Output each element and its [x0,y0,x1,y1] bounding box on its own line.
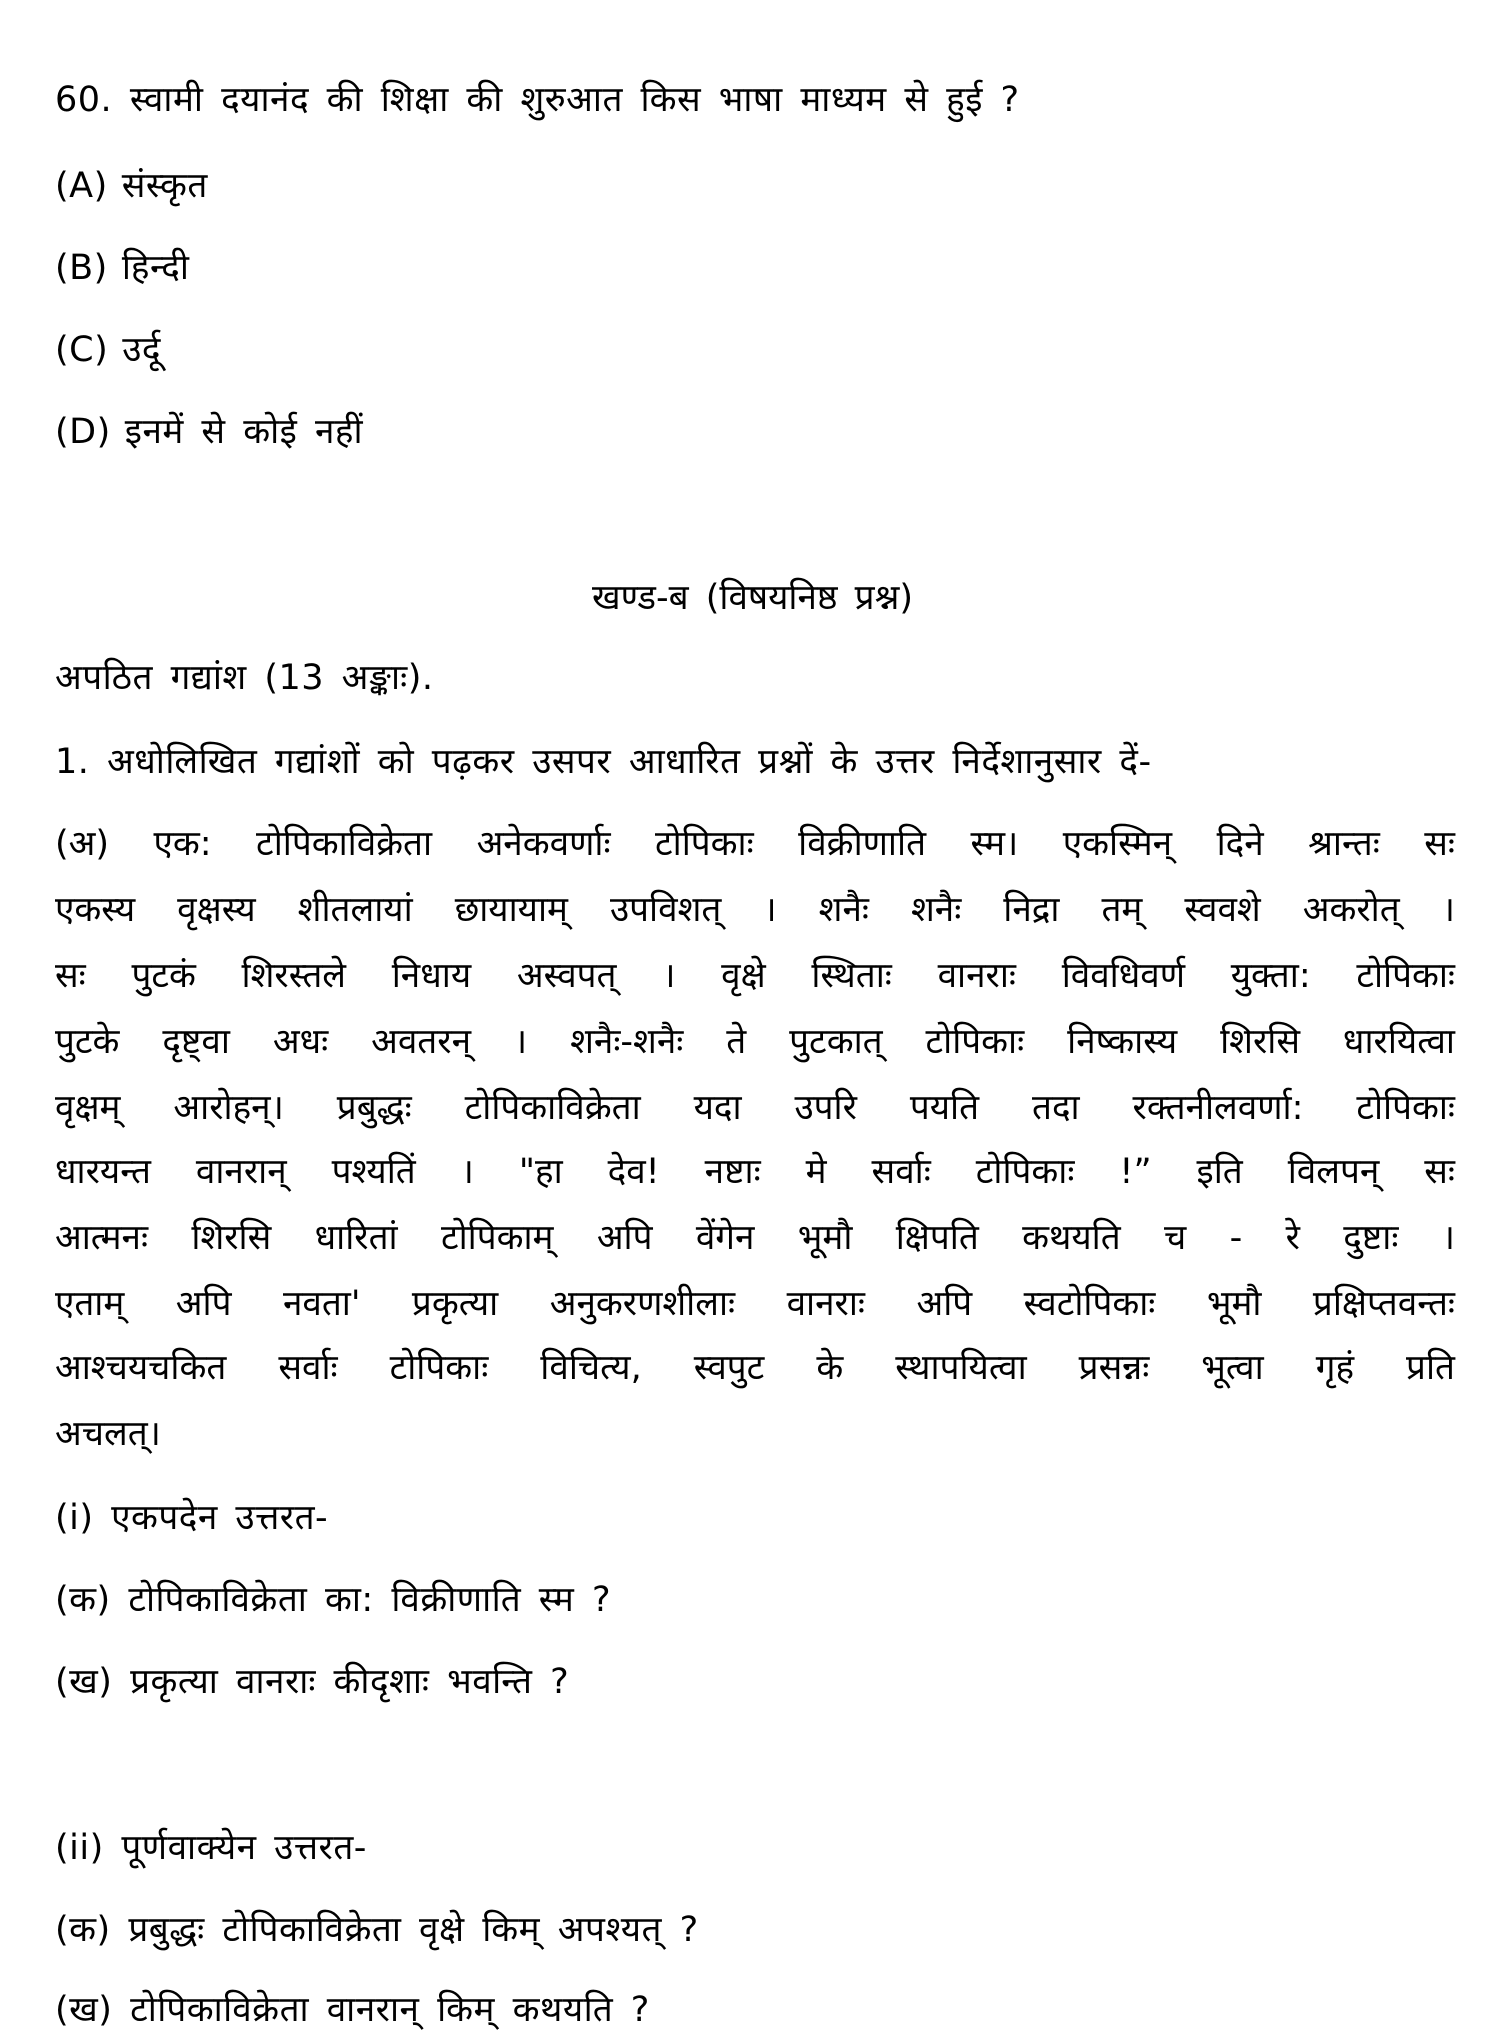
part-ii-heading: (ii) पूर्णवाक्येन उत्तरत- [55,1828,367,1868]
option-text: हिन्दी [121,248,190,288]
passage-line: सः पुटकं शिरस्तले निधाय अस्वपत् । वृक्षे स्थिताः वानराः विवधिवर्ण युक्ता: टोपिकाः [55,956,1455,996]
part-i-question-kha: (ख) प्रकृत्या वानराः कीदृशाः भवन्ति ? [55,1662,570,1702]
question-60 [55,78,1020,122]
question-number: 60. [55,80,113,120]
option-label: (B) [55,248,108,288]
passage-line: पुटके दृष्ट्वा अधः अवतरन् । शनैः-शनैः ते पुटकात् टोपिकाः निष्कास्य शिरसि धारयित्वा [55,1022,1455,1062]
passage-line: एकस्य वृक्षस्य शीतलायां छायायाम् उपविशत् । शनैः शनैः निद्रा तम् स्ववशे अकरोत् । [55,890,1455,930]
option-c [55,328,161,372]
passage-line: आश्चयचकित सर्वाः टोपिकाः विचित्य, स्वपुट के स्थापयित्वा प्रसन्नः भूत्वा गृहं प्रति [55,1348,1455,1388]
passage-line: आत्मनः शिरसि धारितां टोपिकाम् अपि वेंगेन भूमौ क्षिपति कथयति च - रे दुष्टाः । [55,1218,1455,1258]
passage-line: वृक्षम् आरोहन्। प्रबुद्धः टोपिकाविक्रेता यदा उपरि पयति तदा रक्तनीलवर्णा: टोपिकाः [55,1088,1455,1128]
passage-line: एताम् अपि नवता' प्रकृत्या अनुकरणशीलाः वानराः अपि स्वटोपिकाः भूमौ प्रक्षिप्तवन्तः [55,1284,1455,1324]
option-d [55,410,363,454]
passage-line: धारयन्त वानरान् पश्यतिं । "हा देव! नष्टाः मे सर्वाः टोपिकाः !” इति विलपन् सः [55,1152,1455,1192]
option-label: (D) [55,412,111,452]
option-text: इनमें से कोई नहीं [124,412,364,452]
passage-line: (अ) एक: टोपिकाविक्रेता अनेकवर्णाः टोपिकाः विक्रीणाति स्म। एकस्मिन् दिने श्रान्तः सः [55,824,1455,864]
instruction: 1. अधोलिखित गद्यांशों को पढ़कर उसपर आधारित प्रश्नों के उत्तर निर्देशानुसार दें- [55,742,1152,782]
question-text: स्वामी दयानंद की शिक्षा की शुरुआत किस भाषा माध्यम से हुई ? [129,80,1020,120]
part-i-question-ka: (क) टोपिकाविक्रेता का: विक्रीणाति स्म ? [55,1580,612,1620]
passage-line: अचलत्। [55,1414,161,1454]
option-a [55,164,208,208]
option-b [55,246,189,290]
part-ii-question-kha: (ख) टोपिकाविक्रेता वानरान् किम् कथयति ? [55,1990,650,2030]
part-ii-question-ka: (क) प्रबुद्धः टोपिकाविक्रेता वृक्षे किम् अपश्यत् ? [55,1910,699,1950]
section-heading: खण्ड-ब (विषयनिष्ठ प्रश्न) [592,578,913,618]
option-label: (A) [55,166,108,206]
option-text: संस्कृत [121,166,208,206]
unseen-passage-heading: अपठित गद्यांश (13 अङ्काः). [55,658,434,698]
option-label: (C) [55,330,109,370]
part-i-heading: (i) एकपदेन उत्तरत- [55,1498,329,1538]
option-text: उर्दू [122,330,162,370]
